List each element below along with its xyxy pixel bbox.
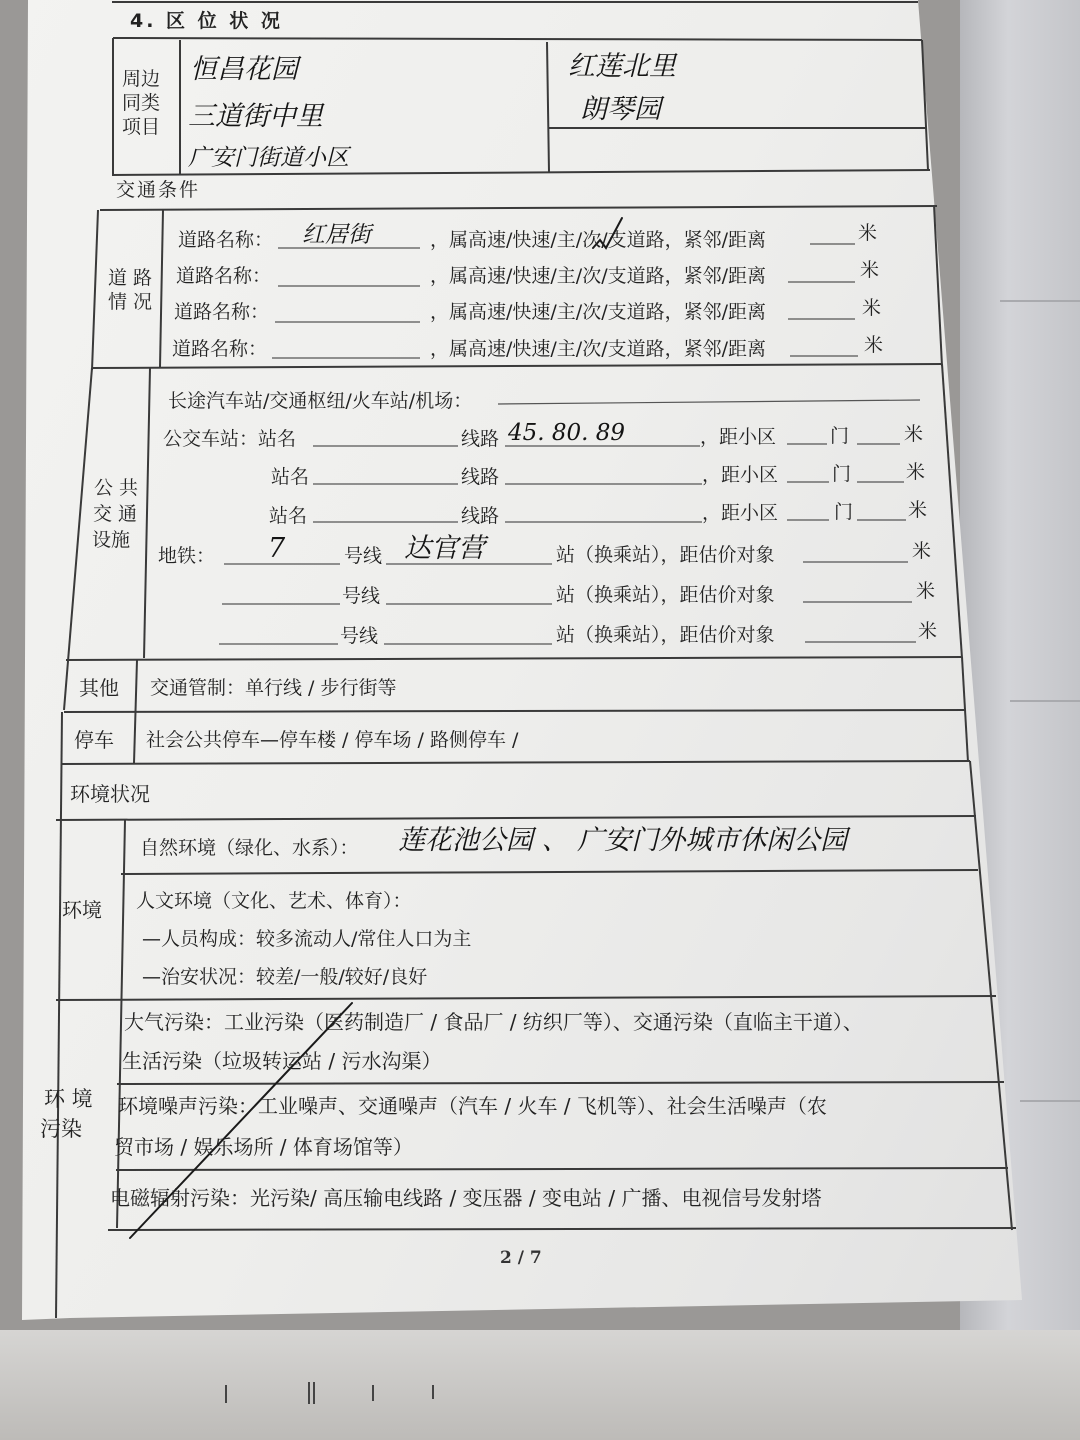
cultural-environment-label: 人文环境（文化、艺术、体育）： [136,890,412,912]
bus-station-label-3: 站名 [269,505,308,527]
nearby-label-line2: 同类 [122,92,161,114]
nearby-label-line1: 周边 [122,68,161,90]
environment-heading: 环境状况 [70,782,150,806]
road-unit-1: 米 [858,222,878,244]
other-label: 其他 [79,676,119,700]
bus-unit-3: 米 [908,499,928,521]
bus-gate-label-3: 门 [834,501,854,523]
bus-gate-label-1: 门 [830,425,850,447]
pollution-label-line1: 环 境 [44,1087,93,1111]
transit-label-line3: 设施 [92,529,131,551]
nearby-project-2: 三道街中里 [188,101,323,132]
nearby-project-3: 广安门街道小区 [188,145,349,171]
air-pollution-line1: 大气污染：工业污染（医药制造厂 / 食品厂 / 纺织厂等）、交通污染（直临主干道）、 [124,1010,863,1034]
section-title: 4. 区 位 状 况 [130,10,283,32]
long-distance-label: 长途汽车站/交通枢纽/火车站/机场： [168,390,473,412]
road-name-label-4: 道路名称： [172,338,268,360]
air-pollution-line2: 生活污染（垃圾转运站 / 污水沟渠） [122,1049,442,1073]
natural-environment-label: 自然环境（绿化、水系）： [140,837,359,859]
em-pollution-line: 电磁辐射污染：光污染/ 高压输电线路 / 变压器 / 变电站 / 广播、电视信号发射塔 [110,1186,822,1210]
metro-unit-1: 米 [912,540,932,562]
road-class-2: ，属高速/快速/主/次/支道路，紧邻/距离 [430,265,767,287]
transit-label-line1: 公 共 [94,477,139,499]
noise-pollution-line1: 环境噪声污染：工业噪声、交通噪声（汽车 / 火车 / 飞机等）、社会生活噪声（农 [118,1094,827,1118]
road-name-label-3: 道路名称： [174,301,270,323]
bus-distance-label-1: ，距小区 [700,426,777,448]
metro-station-label-1: 站（换乘站），距估价对象 [556,544,775,566]
bus-station-label-1: 公交车站：站名 [163,428,297,450]
noise-pollution-line2: 贸市场 / 娱乐场所 / 体育场馆等） [114,1135,413,1159]
environment-label: 环境 [62,898,102,922]
page-number: 2 / 7 [500,1248,542,1268]
bus-unit-2: 米 [906,461,926,483]
transit-label-line2: 交 通 [93,503,138,525]
nearby-project-4: 红莲北里 [568,51,676,82]
nearby-project-5: 朗琴园 [580,94,661,125]
security-status: —治安状况：较差/一般/较好/良好 [142,966,428,988]
nearby-label-line3: 项目 [122,116,161,138]
population-composition: —人员构成：较多流动人/常住人口为主 [142,928,472,950]
metro-line-word-2: 号线 [342,585,381,607]
metro-unit-2: 米 [916,580,936,602]
metro-unit-3: 米 [918,620,938,642]
road-class-4: ，属高速/快速/主/次/支道路，紧邻/距离 [430,338,767,360]
metro-station-label-3: 站（换乘站），距估价对象 [556,624,775,646]
road-label-line1: 道 路 [108,267,153,289]
bus-station-label-2: 站名 [271,466,310,488]
bus-routes-value: 45. 80. 89 [508,420,626,446]
bus-unit-1: 米 [904,423,924,445]
metro-station-label-2: 站（换乘站），距估价对象 [556,584,775,606]
metro-line-word-1: 号线 [344,545,383,567]
parking-label: 停车 [74,728,114,752]
road-class-1: ，属高速/快速/主/次/支道路，紧邻/距离 [430,229,767,251]
other-text: 交通管制：单行线 / 步行街等 [150,677,397,699]
road-class-3: ，属高速/快速/主/次/支道路，紧邻/距离 [430,301,767,323]
road-name-value-1: 红居街 [302,222,371,248]
metro-line-word-3: 号线 [340,625,379,647]
road-name-label-1: 道路名称： [178,229,274,251]
traffic-heading: 交通条件 [116,179,201,201]
bus-route-label-3: 线路 [461,505,500,527]
pollution-label-line2: 污染 [40,1117,82,1141]
road-unit-4: 米 [864,334,884,356]
metro-line-value: 7 [268,533,286,564]
metro-station-value: 达官营 [404,533,485,564]
metro-label: 地铁： [158,545,216,567]
road-label-line2: 情 况 [108,291,153,313]
parking-text: 社会公共停车—停车楼 / 停车场 / 路侧停车 / [146,729,519,751]
bus-distance-label-2: ，距小区 [702,464,779,486]
bus-route-label-1: 线路 [461,428,500,450]
road-name-label-2: 道路名称： [176,265,272,287]
road-unit-3: 米 [862,297,882,319]
bus-distance-label-3: ，距小区 [702,502,779,524]
natural-environment-value: 莲花池公园 、 广安门外城市休闲公园 [398,825,848,856]
bus-route-label-2: 线路 [461,466,500,488]
bus-gate-label-2: 门 [832,463,852,485]
road-unit-2: 米 [860,259,880,281]
nearby-project-1: 恒昌花园 [190,54,298,85]
